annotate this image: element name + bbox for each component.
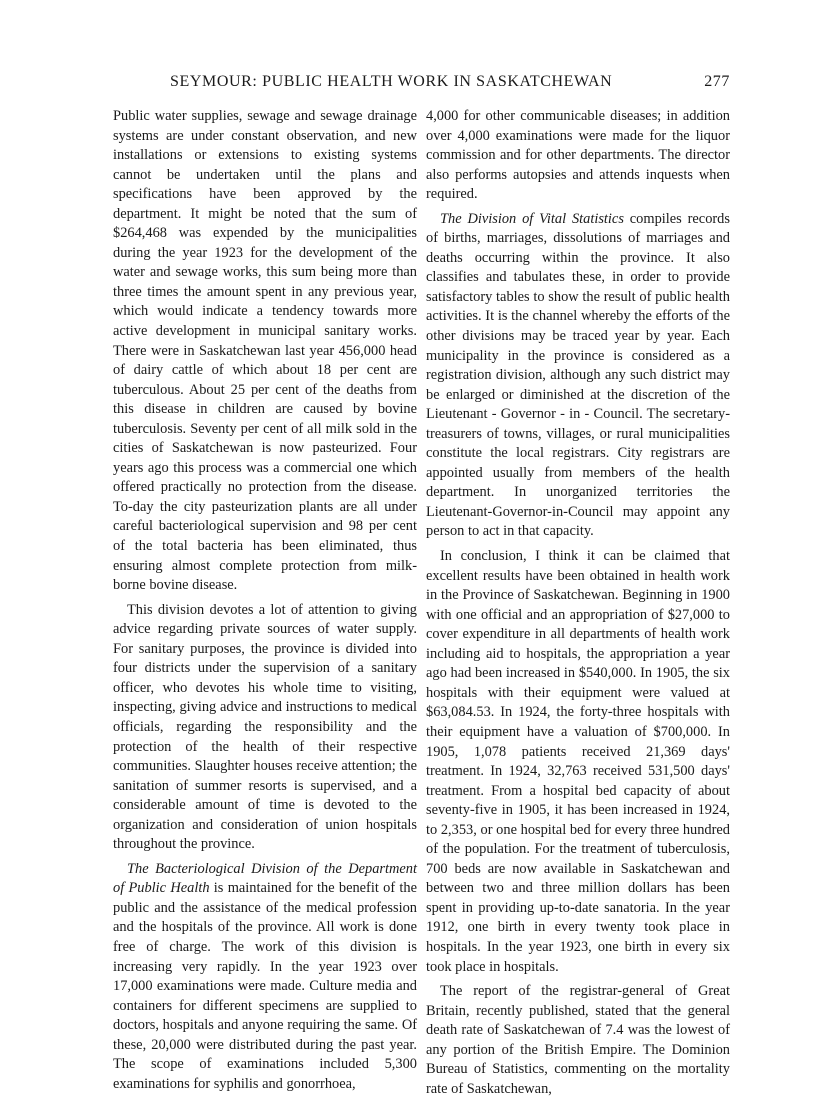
paragraph-vital-statistics [426,210,730,542]
right-column [426,107,730,1099]
vital-statistics-heading: The Division of Vital Statistics [440,210,624,227]
paragraph-division-attention: This division devotes a lot of attention to giving advice regarding private sources of water supply. For sanitary purposes, the province is divided into four districts under the supervision of a sanitary officer, who devotes his whole time to visiting, inspecting, giving advice and instructions to medical officials, regarding the responsibility and the protection of the health of their respective communities. Slaughter houses receive attention; the sanitation of summer resorts is supervised, and a considerable amount of time is devoted to the organization and consideration of union hospitals throughout the province. [113,601,417,853]
bacteriological-division-text: is maintained for the benefit of the public and the assistance of the medical profession and the hospitals of the province. All work is done free of charge. The work of this division is increasing very rapidly. In the year 1923 over 17,000 examinations were made. Culture media and containers for different specimens are supplied to doctors, hospitals and anyone requiring the same. Of these, 20,000 were distributed during the past year. The scope of examinations included 5,300 examinations for syphilis and gonorrhoea, [113,880,417,1092]
running-title: SEYMOUR: PUBLIC HEALTH WORK IN SASKATCHEWAN [170,73,613,90]
paragraph-continuation: 4,000 for other communicable diseases; in addition over 4,000 examinations were made for the liquor commission and for other departments. The director also performs autopsies and attends inquests when required. [426,108,730,203]
running-header [170,73,730,95]
paragraph-bacteriological-division [113,860,417,1095]
paragraph-water-sewage: Public water supplies, sewage and sewage drainage systems are under constant observation, and new installations or extensions to existing systems cannot be undertaken until the plans and specifications have been approved by the department. It might be noted that the sum of $264,468 was expended by the municipalities during the year 1923 for the development of the water and sewage works, this sum being more than three times the amount spent in any previous year, which would indicate a tendency towards more active development in municipal sanitary works. There were in Saskatchewan last year 456,000 head of dairy cattle of which about 18 per cent are tuberculous. About 25 per cent of the deaths from this disease in children are caused by bovine tuberculosis. Seventy per cent of all milk sold in the cities of Saskatchewan is now pasteurized. Four years ago this process was a commercial one which offered practically no protection from the disease. To-day the city pasteurization plants are all under careful bacteriological supervision and 98 per cent of the total bacteria has been eliminated, thus ensuring almost complete protection from milk-borne bovine disease. [113,108,417,594]
page-number: 277 [704,73,730,90]
paragraph-conclusion: In conclusion, I think it can be claimed that excellent results have been obtained in health work in the Province of Saskatchewan. Beginning in 1900 with one official and an appropriation of $27,000 to cover expenditure in all departments of health work including aid to hospitals, the appropriation a year ago had been increased in $540,000. In 1905, the six hospitals with their equipment were valued at $63,084.53. In 1924, the forty-three hospitals with their equipment have a valuation of $700,000. In 1905, 1,078 patients received 21,369 days' treatment. In 1924, 32,763 received 531,500 days' treatment. From a hospital bed capacity of about seventy-five in 1905, it has been increased in 1924, to 2,353, or one hospital bed for every three hundred of the population. For the treatment of tuberculosis, 700 beds are now available in Saskatchewan and between two and three million dollars has been spent in providing up-to-date sanatoria. In the year 1912, one birth in every twenty took place in hospitals. In the year 1923, one birth in every six took place in hospitals. [426,548,730,975]
vital-statistics-text: compiles records of births, marriages, dissolutions of marriages and deaths occurring within the province. It also classifies and tabulates these, in order to provide satisfactory tables to show the result of public health activities. It is the channel whereby the efforts of the other divisions may be traced year by year. Each municipality in the province is considered as a registration division, although any such district may be enlarged or diminished at the discretion of the Lieutenant - Governor - in - Council. The secretary-treasurers of towns, villages, or rural municipalities constitute the local registrars. City registrars are appointed usually from members of the health department. In unorganized territories the Lieutenant-Governor-in-Council may appoint any person to act in that capacity. [426,210,730,540]
left-column [113,107,417,1094]
bacteriological-division-heading: The Bacteriological Division of the Department of Public Health [113,860,417,897]
paragraph-registrar-report: The report of the registrar-general of Great Britain, recently published, stated that the general death rate of Saskatchewan of 7.4 was the lowest of any portion of the British Empire. The Dominion Bureau of Statistics, commenting on the mortality rate of Saskatchewan, [426,983,730,1097]
